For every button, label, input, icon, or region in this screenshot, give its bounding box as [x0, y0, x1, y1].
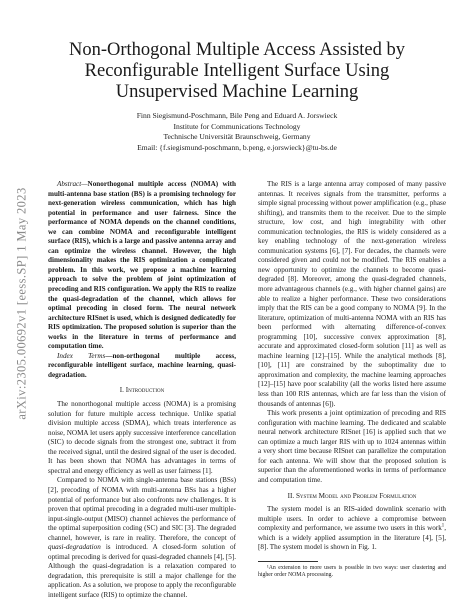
footnote: ¹An extension to more users is possible in two ways: user clustering and higher order NOMA processing. [258, 564, 446, 578]
right-column [258, 180, 446, 579]
intro-paragraph-2-part-b: is introduced. A closed-form solution of optimal precoding is derived for quasi-degraded channels [4], [5]. Although the quasi-degradation is a relaxation compared to degradation, this prerequisite is still a major challenge for the application. As a solution, we propose to apply the reconfigurable intelligent surface (RIS) to optimize the channel. [48, 543, 236, 599]
contribution-paragraph: This work presents a joint optimization of precoding and RIS configuration with machine learning. The dedicated and scalable neural network architecture RISnet [16] is applied such that we can optimize a much larger RIS with up to 1024 antennas within a very short time because RISnet can parallelize the computation for each antenna. We will show that the proposed solution is superior than the aforementioned works in terms of performance and computation time. [258, 409, 446, 484]
author-block [40, 111, 434, 153]
left-column [48, 180, 236, 601]
affiliation-institute: Institute for Communications Technology [173, 121, 301, 131]
index-terms-text: —non-orthogonal multiple access, reconfigurable intelligent surface, machine learning, quasi-degradation. [48, 351, 236, 379]
ris-paragraph: The RIS is a large antenna array composed of many passive antennas. It receives signals from the transmitter, performs a simple signal processing without power amplification (e.g., phase shifting), and transmits them to the receiver. Due to the simple structure, low cost, and high integrability with other communication technologies, the RIS is widely considered as a key enabling technology of the next-generation wireless communication systems [6], [7]. For decades, the channels were considered given and could not be modified. The RIS enables a new opportunity to optimize the channels to become quasi-degraded [8]. Moreover, among the quasi-degraded channels, more advantageous channels (e.g., with higher channel gains) are able to realize a higher performance. These two considerations imply that the RIS can be a good company to NOMA [9]. In the literature, optimization of multi-antenna NOMA with an RIS has been performed with alternating difference-of-convex programming [10], successive convex approximation [8], accurate and approximated closed-form solution [11] as well as machine learning [12]–[15]. While the analytical methods [8], [10], [11] are constrained by the suboptimality due to approximation and complexity, the machine learning approaches [12]–[15] have poor scalability (all the works listed here assume less than 100 RIS antennas, which are far less than the vision of thousands of antennas [6]). [258, 180, 446, 408]
paper-title: Non-Orthogonal Multiple Access Assisted by Reconfigurable Intelligent Surface Using Unsupervised Machine Learning [68, 40, 406, 102]
author-names: Finn Siegismund-Poschmann, Bile Peng and Eduard A. Jorswieck [136, 111, 338, 120]
affiliation-university: Technische Universität Braunschweig, Germany [163, 132, 311, 141]
intro-paragraph-2 [48, 476, 236, 600]
abstract [48, 180, 236, 352]
abstract-text: Nonorthogonal multiple access (NOMA) with multi-antenna base station (BS) is a promising technology for next-generation wireless communication, which has high potential in performance and user fairness. Since the performance of NOMA depends on the channel conditions, we can combine NOMA and reconfigurable intelligent surface (RIS), which is a large and passive antenna array and can optimize the wireless channel. However, the high dimensionality makes the RIS optimization a complicated problem. In this work, we propose a machine learning approach to solve the problem of joint optimization of precoding and RIS configuration. We apply the RIS to realize the quasi-degradation of the channel, which allows for optimal precoding in closed form. The neural network architecture RISnet is used, which is designed dedicatedly for RIS optimization. The proposed solution is superior than the works in the literature in terms of performance and computation time. [48, 180, 236, 351]
index-terms [48, 352, 236, 381]
footnote-marker: 1 [441, 523, 445, 529]
intro-paragraph-2-part-a: Compared to NOMA with single-antenna base stations (BSs) [2], precoding of NOMA with multi-antenna BSs has a higher potential of performance but also confronts new challenges. It is proven that optimal precoding in a degraded multi-user multiple-input-single-output (MISO) channel achieves the performance of the optimal superposition coding (SC) and SIC [3]. The degraded channel, however, is rare in reality. Therefore, the concept of [48, 476, 236, 542]
index-terms-label: Index Terms [57, 351, 106, 360]
abstract-label: Abstract— [57, 180, 88, 188]
system-model-part-a: The system model is an RIS-aided downlink scenario with multiple users. In order to achieve a compromise between complexity and performance, we assume two users in this work [258, 505, 446, 533]
author-email: Email: {f.siegismund-poschmann, b.peng, e.jorswieck}@tu-bs.de [137, 142, 337, 152]
intro-paragraph-1: The nonorthogonal multiple access (NOMA) is a promising solution for future multiple access technique. Unlike spatial division multiple access (SDMA), which treats interference as noise, NOMA let users apply successive interference cancellation (SIC) to decode signals from the strongest one, subtract it from the received signal, until the desired signal of the user is decoded. It has been shown that NOMA has advantages in terms of spectral and energy efficiency as well as user fairness [1]. [48, 400, 236, 475]
system-model-part-b: , which is a widely applied assumption in the literature [4], [5], [8]. The system model is shown in Fig. 1. [258, 524, 446, 552]
footnote-divider [258, 561, 318, 562]
arxiv-identifier: arXiv:2305.00692v1 [eess.SP] 1 May 2023 [14, 187, 29, 420]
system-model-paragraph [258, 505, 446, 553]
section-heading-introduction: I. Introduction [119, 386, 165, 395]
quasi-degradation-term: quasi-degradation [48, 543, 101, 552]
section-heading-system-model: II. System Model and Problem Formulation [287, 491, 417, 500]
